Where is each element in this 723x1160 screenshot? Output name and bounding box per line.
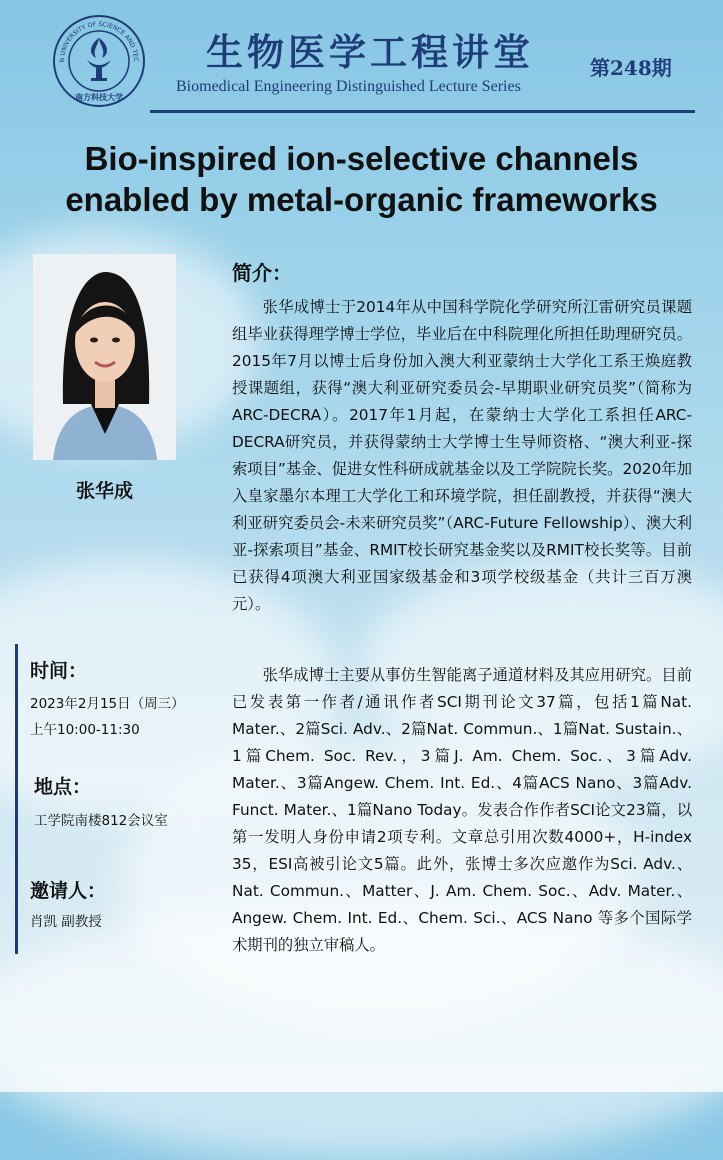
speaker-photo: [33, 254, 176, 460]
lecture-title-line-2: enabled by metal-organic frameworks: [65, 181, 658, 218]
info-sidebar-bar: [15, 644, 18, 954]
series-title-en: Biomedical Engineering Distinguished Lecture Series: [176, 78, 521, 95]
event-date: 2023年2月15日（周三）: [30, 696, 185, 712]
svg-text:南方科技大学: 南方科技大学: [75, 92, 123, 102]
issue-number: 第248期: [590, 56, 672, 80]
speaker-name: 张华成: [75, 480, 133, 502]
bio-paragraph-1: 张华成博士于2014年从中国科学院化学研究所江雷研究员课题组毕业获得理学博士学位，毕业后在中科院理化所担任助理研究员。2015年7月以博士后身份加入澳大利亚蒙纳士大学化工系王焕庭教授课题组，获得“澳大利亚研究委员会-早期职业研究员奖”（简称为ARC-DECRA）。2017年1月起，在蒙纳士大学化工系担任ARC-DECRA研究员，并获得蒙纳士大学博士生导师资格、“澳大利亚-探索项目”基金、促进女性科研成就基金以及工学院院长奖。2020年加入皇家墨尔本理工大学化工和环境学院，担任副教授，并获得“澳大利亚研究委员会-未来研究员奖”（ARC-Future Fellowship）、澳大利亚-探索项目”基金、RMIT校长研究基金奖以及RMIT校长奖等。目前已获得4项澳大利亚国家级基金和3项学校级基金（共计三百万澳元）。: [232, 298, 692, 613]
place-heading: 地点：: [34, 776, 92, 798]
event-host: 肖凯 副教授: [30, 914, 102, 930]
university-logo: [52, 14, 146, 108]
svg-text:SOUTHERN UNIVERSITY OF SCIENCE: N UNIVERSITY OF SCIENCE AND TEC: [58, 20, 140, 63]
lecture-title: [0, 138, 723, 220]
lecture-title-line-1: Bio-inspired ion-selective channels: [84, 140, 639, 177]
host-heading: 邀请人：: [30, 880, 107, 902]
bio-paragraph-2: 张华成博士主要从事仿生智能离子通道材料及其应用研究。目前已发表第一作者/通讯作者SCI期刊论文37篇，包括1篇Nat. Mater.、2篇Sci. Adv.、2篇Nat. Commun.、1篇Nat. Sustain.、1篇Chem. Soc. Rev.，3篇J. Am. Chem. Soc.、3篇Adv. Mater.、3篇Angew. Chem. Int. Ed.、4篇ACS Nano、3篇Adv. Funct. Mater.、1篇Nano Today。发表合作作者SCI论文23篇，以第一发明人身份申请2项专利。文章总引用次数4000+，H-index 35，ESI高被引论文5篇。此外，张博士多次应邀作为Sci. Adv.、Nat. Commun.、Matter、J. Am. Chem. Soc.、Adv. Mater.、Angew. Chem. Int. Ed.、Chem. Sci.、ACS Nano 等多个国际学术期刊的独立审稿人。: [232, 666, 692, 954]
time-heading: 时间：: [30, 660, 88, 682]
intro-heading: 简介：: [232, 261, 292, 285]
header-divider: [150, 110, 695, 113]
event-hours: 上午10:00-11:30: [30, 722, 140, 738]
event-place: 工学院南楼812会议室: [34, 813, 168, 829]
series-title-cn: 生物医学工程讲堂: [206, 30, 534, 74]
